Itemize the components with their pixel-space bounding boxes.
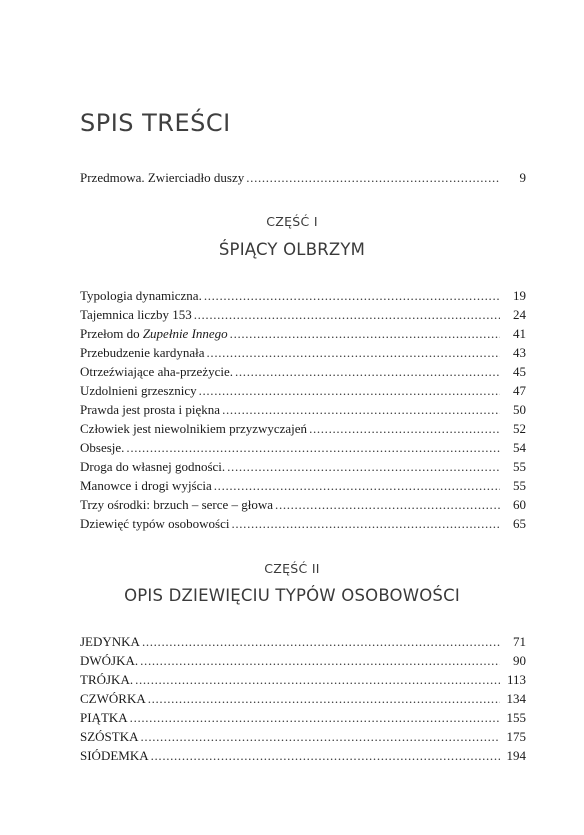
toc-entry: [80, 168, 526, 187]
toc-entry-page: 52: [513, 421, 526, 436]
toc-entry: [80, 708, 526, 727]
toc-intro: [80, 168, 526, 187]
toc-entry-page: 65: [513, 516, 526, 531]
toc-entry: [80, 305, 526, 324]
part-2-title: OPIS DZIEWIĘCIU TYPÓW OSOBOWOŚCI: [124, 586, 460, 605]
toc-part-2: [80, 632, 526, 765]
toc-entry-label: JEDYNKA: [80, 634, 140, 649]
toc-entry-label: Prawda jest prosta i piękna: [80, 402, 221, 417]
toc-entry-page: 113: [506, 672, 526, 687]
toc-entry: [80, 324, 526, 343]
part-1-title: ŚPIĄCY OLBRZYM: [218, 240, 366, 259]
toc-entry-page: 155: [506, 710, 526, 725]
toc-entry-label: Droga do własnej godności.: [80, 459, 226, 474]
toc-entry: [80, 457, 526, 476]
toc-entry: [80, 670, 526, 689]
toc-entry-label-italic: Zupełnie Innego: [142, 326, 228, 341]
toc-entry: [80, 381, 526, 400]
toc-entry-label: Tajemnica liczby 153: [80, 307, 192, 322]
toc-entry-label-prefix: Przełom do: [80, 326, 143, 341]
dot-leader: [194, 305, 500, 324]
toc-entry-label: SZÓSTKA: [80, 729, 139, 744]
dot-leader: [235, 362, 500, 381]
toc-entry-page: 175: [506, 729, 526, 744]
toc-entry-page: 43: [513, 345, 526, 360]
toc-entry-label: Trzy ośrodki: brzuch – serce – głowa: [80, 497, 274, 512]
toc-entry: [80, 286, 526, 305]
toc-entry: [80, 343, 526, 362]
dot-leader: [275, 495, 500, 514]
dot-leader: [151, 746, 500, 765]
toc-entry-page: 19: [513, 288, 526, 303]
page-title: SPIS TREŚCI: [80, 109, 231, 137]
dot-leader: [309, 419, 500, 438]
toc-entry-page: 55: [513, 459, 526, 474]
dot-leader: [148, 689, 500, 708]
dot-leader: [140, 651, 500, 670]
dot-leader: [231, 514, 500, 533]
toc-entry: [80, 746, 526, 765]
dot-leader: [141, 727, 500, 746]
toc-entry-page: 24: [513, 307, 526, 322]
dot-leader: [246, 168, 500, 187]
toc-entry-label: Obsesje.: [80, 440, 125, 455]
part-1-label: CZĘŚĆ I: [266, 214, 318, 229]
toc-entry-page: 9: [519, 170, 526, 185]
dot-leader: [214, 476, 500, 495]
toc-entry-label: Przedmowa. Zwierciadło duszy: [80, 170, 245, 185]
dot-leader: [222, 400, 500, 419]
toc-entry-label: [80, 324, 228, 343]
toc-entry-label: Dziewięć typów osobowości: [80, 516, 230, 531]
toc-entry: [80, 400, 526, 419]
dot-leader: [142, 632, 500, 651]
toc-entry-label: Manowce i drogi wyjścia: [80, 478, 212, 493]
toc-entry-label: PIĄTKA: [80, 710, 128, 725]
toc-entry-page: 41: [513, 326, 526, 341]
dot-leader: [230, 324, 500, 343]
toc-entry: [80, 476, 526, 495]
toc-entry: [80, 514, 526, 533]
toc-entry-label: Otrzeźwiające aha-przeżycie.: [80, 364, 233, 379]
toc-entry-label: Typologia dynamiczna.: [80, 288, 202, 303]
toc-entry-page: 45: [513, 364, 526, 379]
toc-part-1: [80, 286, 526, 533]
toc-entry: [80, 727, 526, 746]
toc-entry-page: 71: [513, 634, 526, 649]
toc-entry: [80, 438, 526, 457]
toc-entry-page: 55: [513, 478, 526, 493]
toc-entry-page: 194: [506, 748, 526, 763]
toc-entry-label: DWÓJKA.: [80, 653, 139, 668]
dot-leader: [135, 670, 500, 689]
toc-entry: [80, 632, 526, 651]
dot-leader: [199, 381, 500, 400]
toc-entry-page: 60: [513, 497, 526, 512]
toc-entry-page: 134: [506, 691, 526, 706]
toc-entry-page: 54: [513, 440, 526, 455]
toc-entry: [80, 495, 526, 514]
toc-entry-page: 50: [513, 402, 526, 417]
toc-entry: [80, 689, 526, 708]
toc-entry: [80, 651, 526, 670]
toc-entry-page: 90: [513, 653, 526, 668]
toc-entry-label: Uzdolnieni grzesznicy: [80, 383, 197, 398]
toc-entry-label: TRÓJKA.: [80, 672, 134, 687]
dot-leader: [207, 343, 500, 362]
part-2-label: CZĘŚĆ II: [264, 561, 320, 576]
toc-entry-label: CZWÓRKA: [80, 691, 146, 706]
toc-entry-label: Człowiek jest niewolnikiem przyzwyczajeń: [80, 421, 308, 436]
dot-leader: [126, 438, 500, 457]
dot-leader: [204, 286, 500, 305]
dot-leader: [227, 457, 500, 476]
toc-entry-label: SIÓDEMKA: [80, 748, 149, 763]
dot-leader: [130, 708, 500, 727]
toc-entry: [80, 362, 526, 381]
toc-entry: [80, 419, 526, 438]
toc-entry-label: Przebudzenie kardynała: [80, 345, 205, 360]
toc-entry-page: 47: [513, 383, 526, 398]
